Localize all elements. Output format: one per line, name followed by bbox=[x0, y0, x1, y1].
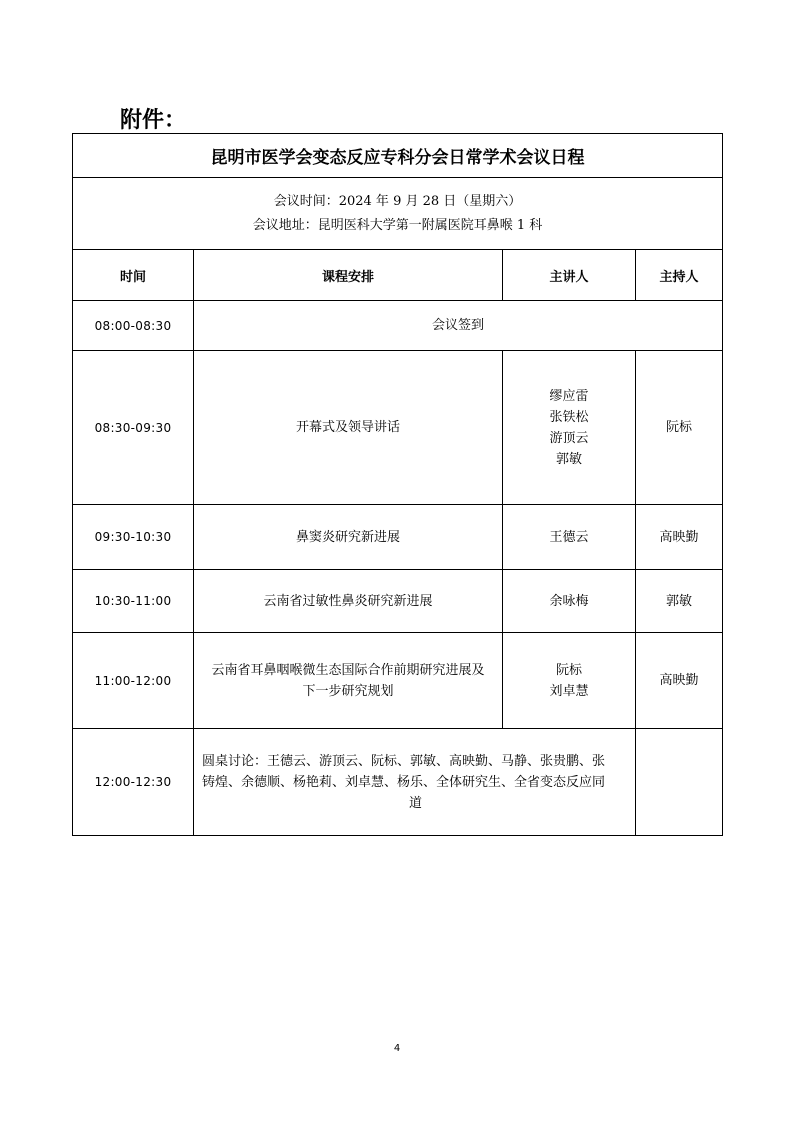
table-header-row bbox=[73, 250, 723, 301]
row-time: 10:30-11:00 bbox=[73, 570, 194, 633]
row-topic bbox=[194, 633, 503, 729]
row-topic: 云南省过敏性鼻炎研究新进展 bbox=[194, 570, 503, 633]
row-topic: 鼻窦炎研究新进展 bbox=[194, 505, 503, 570]
row-speakers: 余咏梅 bbox=[503, 570, 636, 633]
topic-line: 云南省耳鼻咽喉微生态国际合作前期研究进展及 bbox=[211, 662, 485, 678]
row-time: 11:00-12:00 bbox=[73, 633, 194, 729]
row-topic bbox=[194, 729, 636, 836]
page-number: 4 bbox=[393, 1043, 401, 1054]
row-time: 12:00-12:30 bbox=[73, 729, 194, 836]
attachment-label: 附件： bbox=[120, 108, 187, 133]
topic-line: 圆桌讨论：王德云、游顶云、阮标、郭敏、高映勤、马静、张贵鹏、张 bbox=[202, 753, 606, 769]
table-row bbox=[73, 570, 723, 633]
meeting-info bbox=[73, 178, 723, 250]
row-time: 08:00-08:30 bbox=[73, 301, 194, 351]
table-row bbox=[73, 301, 723, 351]
row-topic: 会议签到 bbox=[194, 301, 723, 351]
table-row bbox=[73, 729, 723, 836]
table-row bbox=[73, 351, 723, 505]
speaker-name: 游顶云 bbox=[549, 430, 589, 446]
topic-line: 铸煌、余德顺、杨艳莉、刘卓慧、杨乐、全体研究生、全省变态反应同 bbox=[202, 774, 606, 790]
speaker-name: 郭敏 bbox=[555, 451, 582, 467]
row-time: 09:30-10:30 bbox=[73, 505, 194, 570]
table-row bbox=[73, 633, 723, 729]
table-row bbox=[73, 505, 723, 570]
row-host: 高映勤 bbox=[636, 505, 723, 570]
speaker-name: 缪应雷 bbox=[549, 388, 589, 404]
row-host: 阮标 bbox=[636, 351, 723, 505]
row-host: 郭敏 bbox=[636, 570, 723, 633]
speaker-name: 张铁松 bbox=[549, 409, 589, 425]
meeting-time: 会议时间：2024 年 9 月 28 日（星期六） bbox=[273, 193, 522, 209]
row-speakers bbox=[503, 633, 636, 729]
row-topic: 开幕式及领导讲话 bbox=[194, 351, 503, 505]
meeting-place: 会议地址：昆明医科大学第一附属医院耳鼻喉 1 科 bbox=[252, 217, 543, 233]
schedule-table bbox=[72, 133, 723, 836]
topic-line: 下一步研究规划 bbox=[302, 683, 394, 699]
row-speakers bbox=[503, 351, 636, 505]
header-topic: 课程安排 bbox=[194, 250, 503, 301]
header-speaker: 主讲人 bbox=[503, 250, 636, 301]
speaker-name: 阮标 bbox=[555, 662, 582, 678]
row-time: 08:30-09:30 bbox=[73, 351, 194, 505]
row-host bbox=[636, 729, 723, 836]
header-host: 主持人 bbox=[636, 250, 723, 301]
row-host: 高映勤 bbox=[636, 633, 723, 729]
row-speakers: 王德云 bbox=[503, 505, 636, 570]
header-time: 时间 bbox=[73, 250, 194, 301]
schedule-title: 昆明市医学会变态反应专科分会日常学术会议日程 bbox=[73, 134, 723, 178]
topic-line: 道 bbox=[408, 795, 422, 811]
speaker-name: 刘卓慧 bbox=[549, 683, 589, 699]
